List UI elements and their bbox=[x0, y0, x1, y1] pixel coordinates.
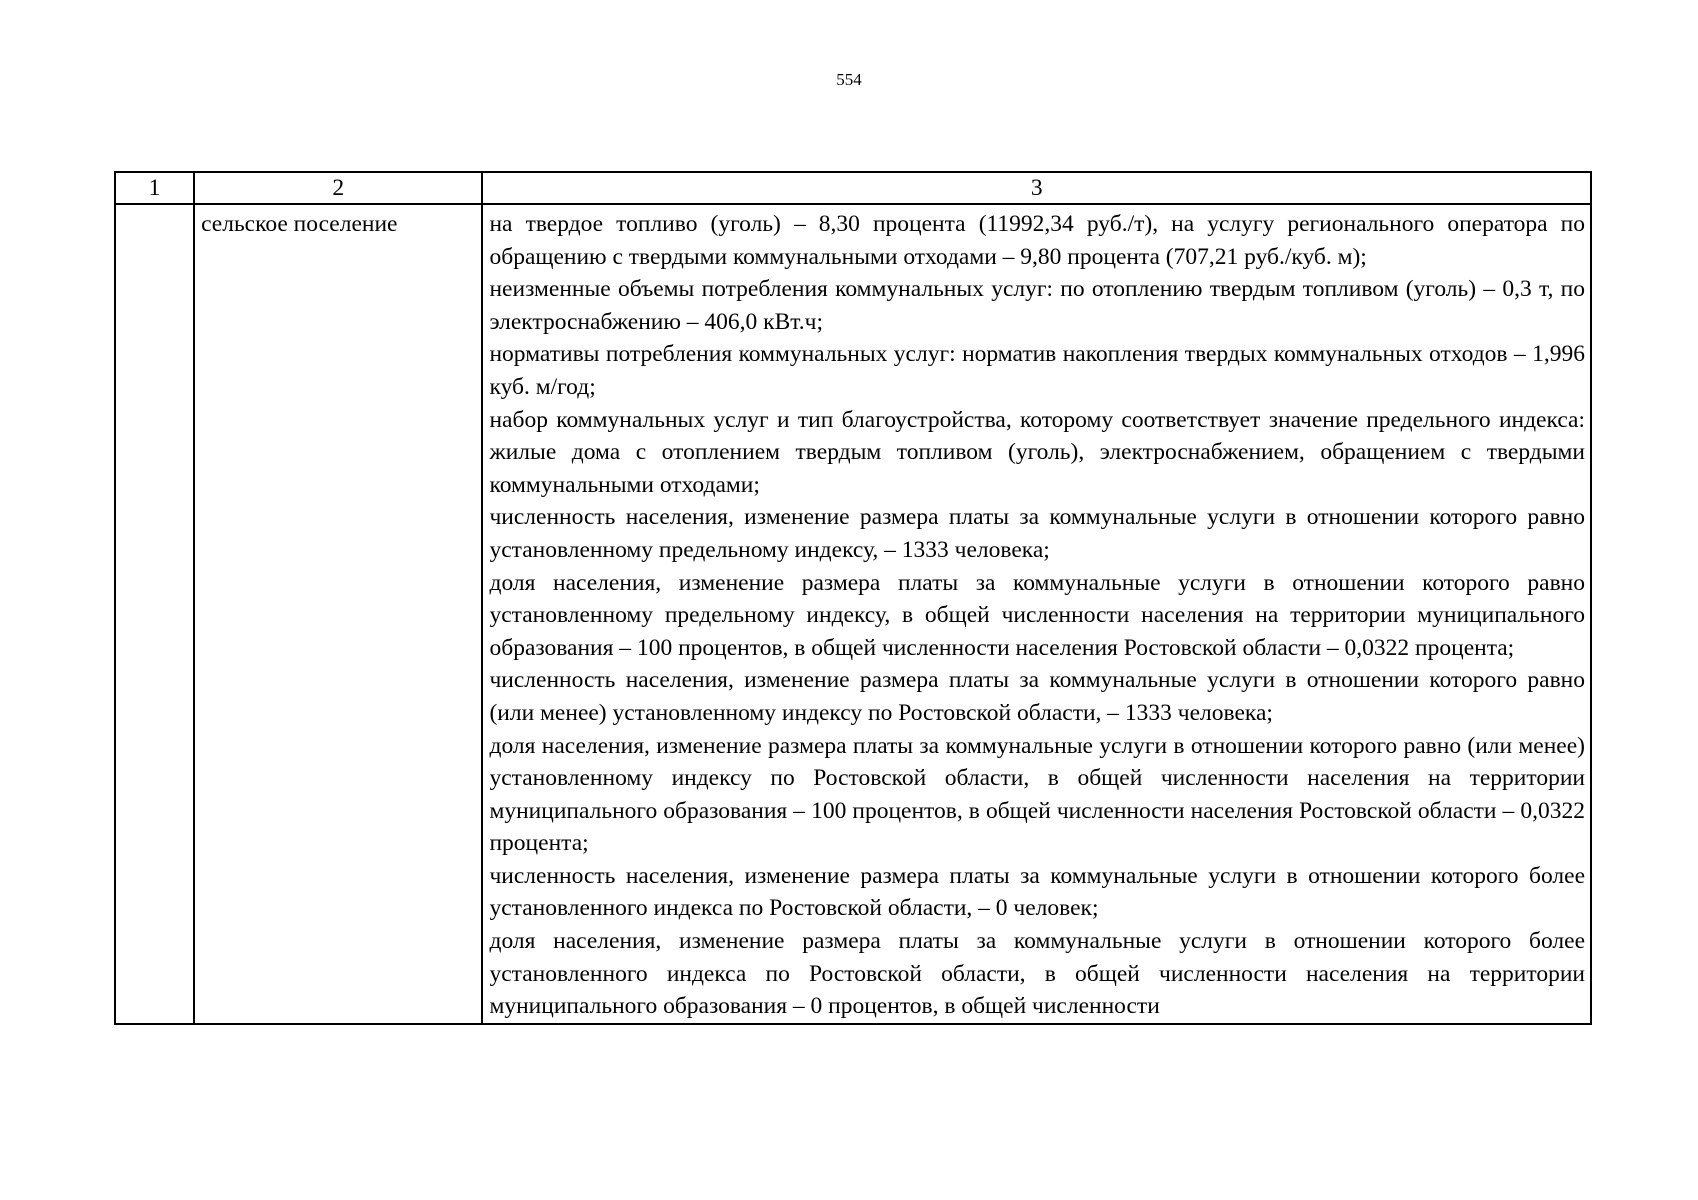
table-header-row bbox=[115, 172, 1591, 204]
column-header-1: 1 bbox=[115, 172, 194, 204]
paragraph-share-equal-regional: доля населения, изменение размера платы за коммунальные услуги в отношении которого равно (или менее) установленному индексу по Ростовской области, в общей численности населения на территории муниципального образования – 100 процентов, в общей численности населения Ростовской области – 0,0322 процента; bbox=[489, 732, 1585, 857]
paragraph-share-equal-limit: доля населения, изменение размера платы за коммунальные услуги в отношении которого равно установленному предельному индексу, в общей численности населения на территории муниципального образования – 100 процентов, в общей численности населения Ростовской области – 0,0322 процента; bbox=[489, 569, 1585, 661]
column-header-3: 3 bbox=[482, 172, 1591, 204]
paragraph-population-equal-limit: численность населения, изменение размера платы за коммунальные услуги в отношении которого равно установленному предельному индексу, – 1333 человека; bbox=[489, 504, 1585, 563]
column-header-2: 2 bbox=[194, 172, 482, 204]
settlement-type-cell: сельское поселение bbox=[194, 204, 482, 1024]
paragraph-fuel-tariff: на твердое топливо (уголь) – 8,30 процента (11992,34 руб./т), на услугу регионального оператора по обращению с твердыми коммунальными отходами – 9,80 процента (707,21 руб./куб. м); bbox=[489, 211, 1585, 270]
paragraph-population-above-regional: численность населения, изменение размера платы за коммунальные услуги в отношении которого более установленного индекса по Ростовской области, – 0 человек; bbox=[489, 862, 1585, 922]
paragraph-consumption-volumes: неизменные объемы потребления коммунальных услуг: по отоплению твердым топливом (уголь) – 0,3 т, по электроснабжению – 406,0 кВт.ч; bbox=[489, 276, 1585, 335]
page-number: 554 bbox=[836, 70, 862, 89]
paragraph-share-above-regional: доля населения, изменение размера платы за коммунальные услуги в отношении которого более установленного индекса по Ростовской области, в общей численности населения на территории муниципального образования – 0 процентов, в общей численности bbox=[489, 928, 1585, 1020]
paragraph-consumption-norms: нормативы потребления коммунальных услуг: норматив накопления твердых коммунальных отходов – 1,996 куб. м/год; bbox=[489, 341, 1585, 400]
data-table bbox=[114, 171, 1592, 1025]
paragraph-services-set: набор коммунальных услуг и тип благоустройства, которому соответствует значение предельного индекса: жилые дома с отоплением твердым топливом (уголь), электроснабжением, обращением с твердыми коммунальными отходами; bbox=[489, 406, 1585, 498]
table-row bbox=[115, 204, 1591, 1024]
description-cell bbox=[482, 204, 1591, 1024]
paragraph-population-equal-regional: численность населения, изменение размера платы за коммунальные услуги в отношении которого равно (или менее) установленному индексу по Ростовской области, – 1333 человека; bbox=[489, 667, 1585, 726]
row-number-cell bbox=[115, 204, 194, 1024]
